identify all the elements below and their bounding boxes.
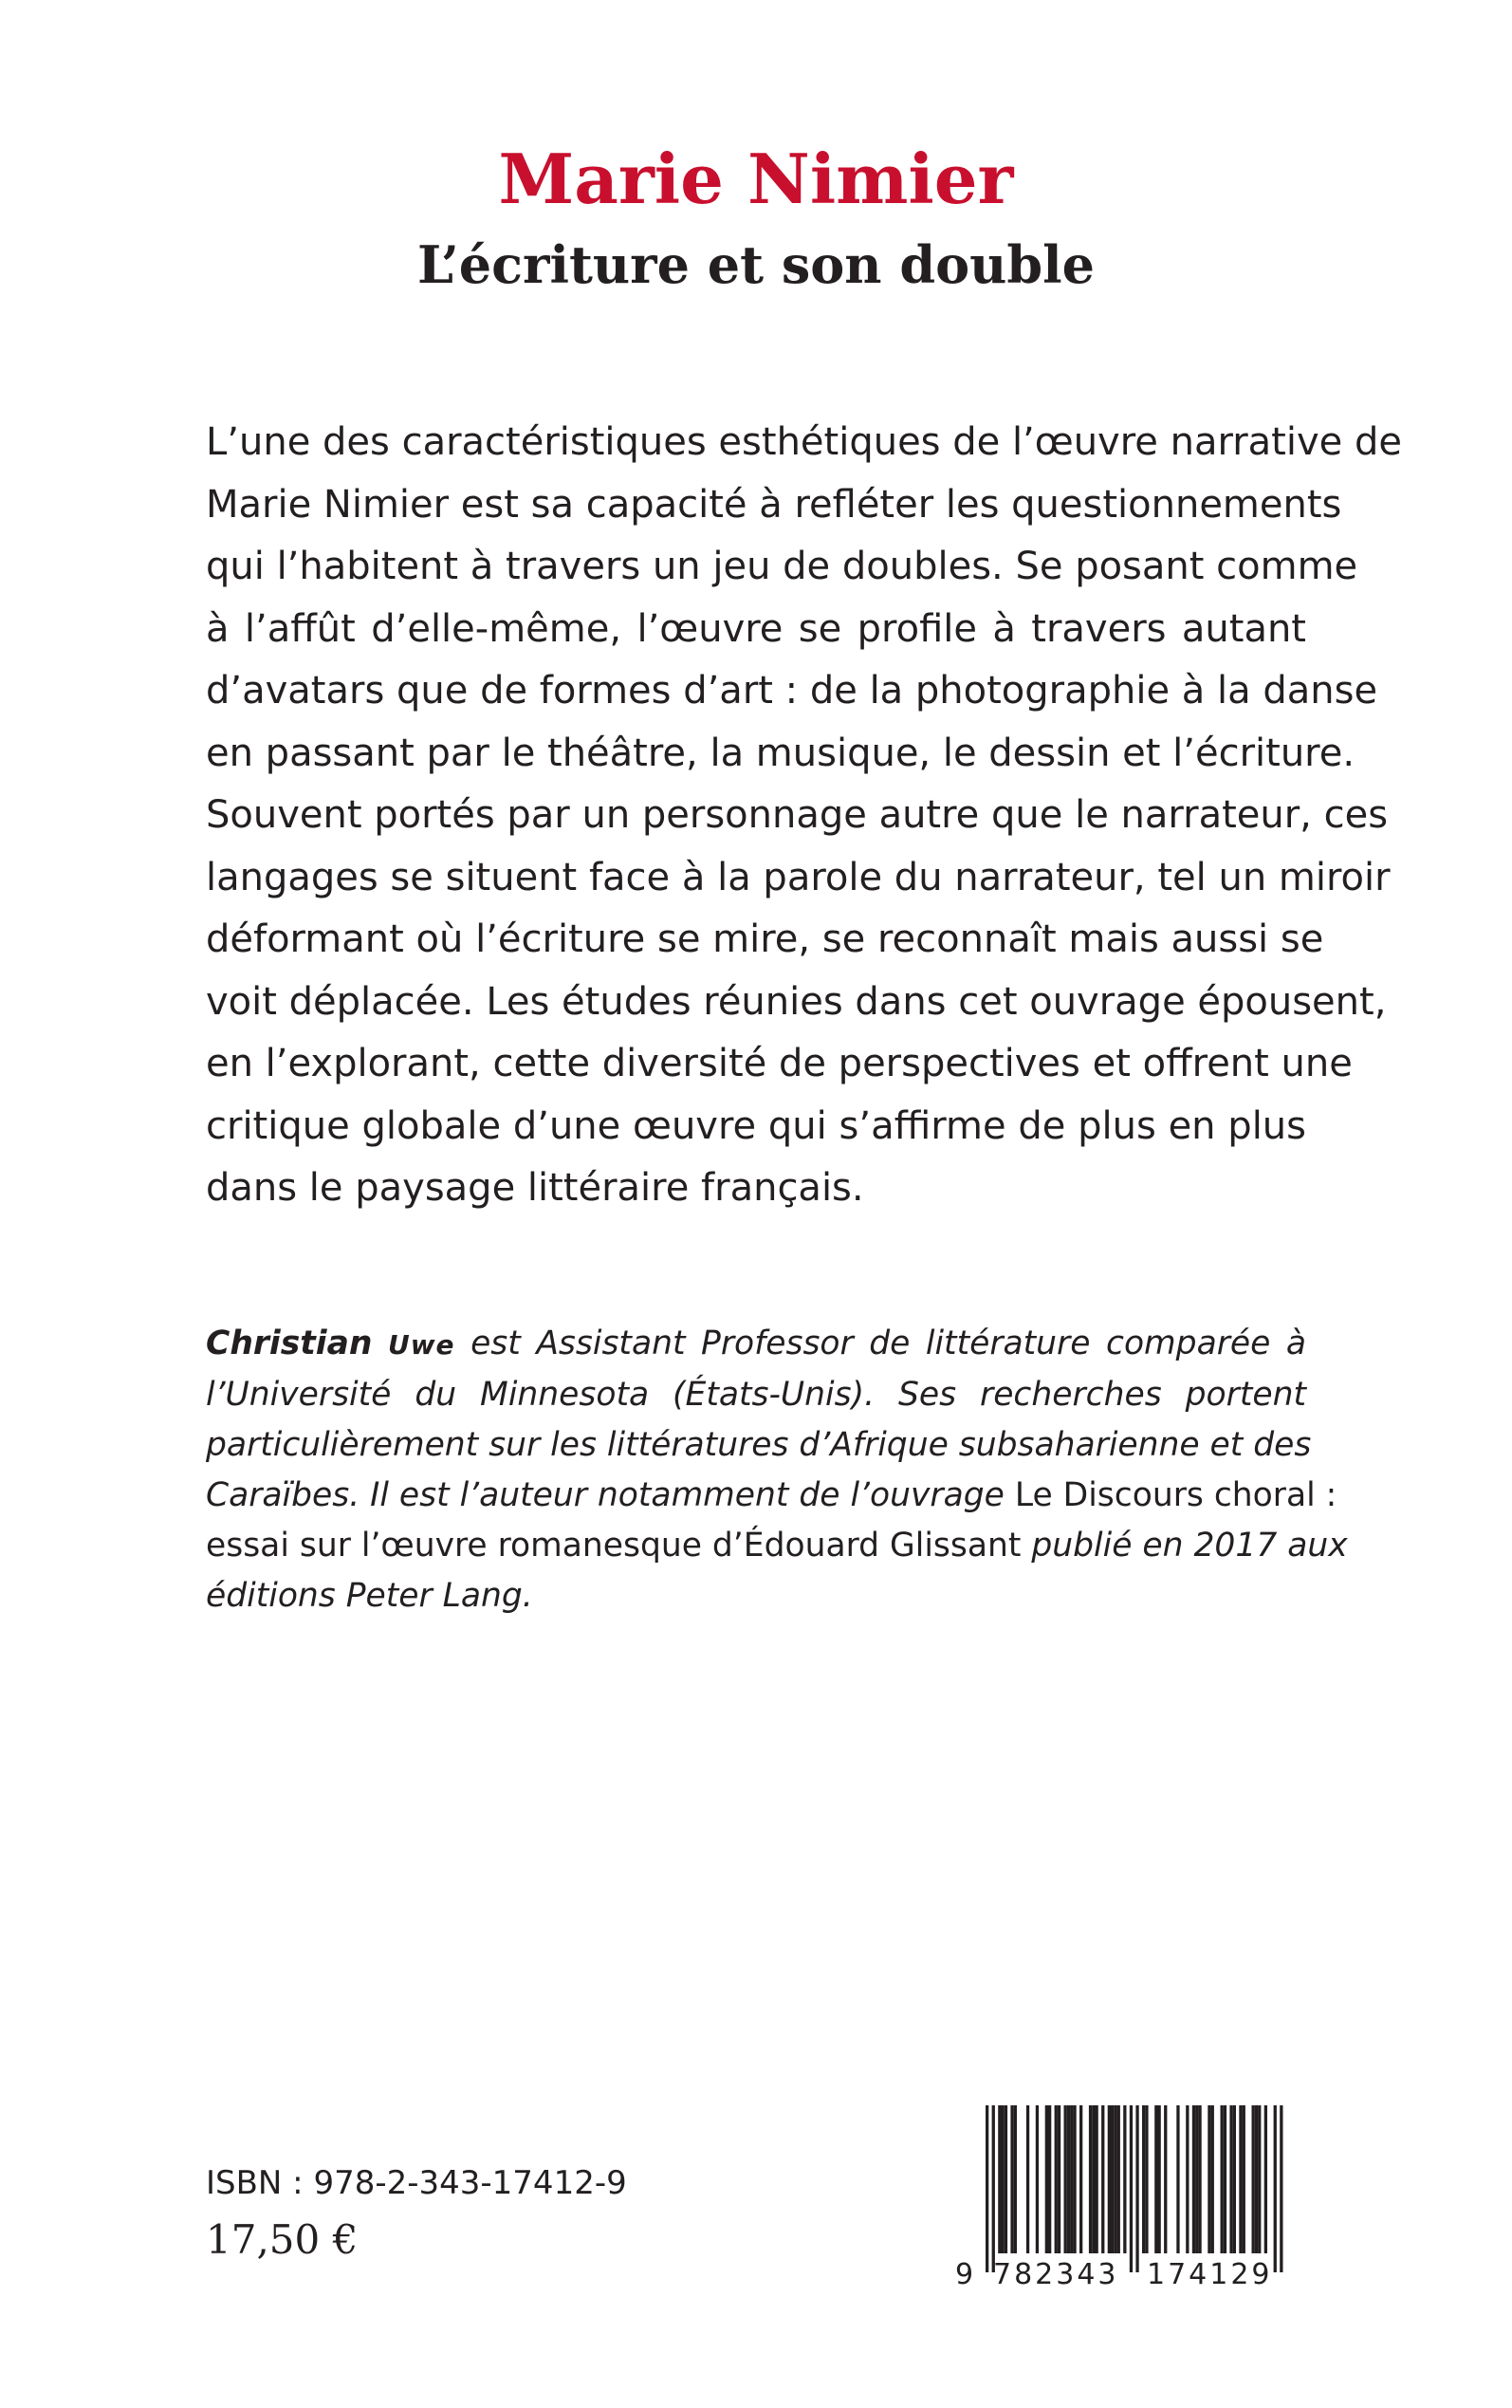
barcode-bar — [1055, 2105, 1058, 2253]
barcode-bar — [1176, 2105, 1179, 2253]
barcode-bar — [1067, 2105, 1070, 2253]
book-title-reference: essai sur l’œuvre romanesque d’Édouard Glissant — [206, 1527, 1022, 1565]
summary-line: langages se situent face à la parole du narrateur, tel un miroir — [206, 855, 1391, 899]
barcode-bar — [1101, 2105, 1104, 2253]
author-first-name: Christian — [206, 1324, 373, 1362]
summary-paragraph — [206, 412, 1402, 1220]
bio-text: publié en 2017 aux — [1021, 1527, 1348, 1565]
barcode-bar — [1252, 2105, 1255, 2253]
barcode-bar — [1280, 2105, 1282, 2272]
barcode-bar — [1243, 2105, 1245, 2253]
summary-line: à l’affût d’elle-même, l’œuvre se profile à travers autant — [206, 606, 1306, 651]
barcode-bar — [1211, 2105, 1214, 2253]
barcode-bar — [1002, 2105, 1005, 2253]
barcode-bar — [1058, 2105, 1060, 2253]
summary-line: critique globale d’une œuvre qui s’affirme de plus en plus — [206, 1103, 1306, 1148]
barcode-bar — [1036, 2105, 1039, 2253]
summary-line: d’avatars que de formes d’art : de la photographie à la danse — [206, 669, 1378, 713]
barcode-bar — [1198, 2105, 1201, 2253]
bio-line: particulièrement sur les littératures d’Afrique subsaharienne et des — [206, 1426, 1312, 1464]
summary-line: L’une des caractéristiques esthétiques de l’œuvre narrative de — [206, 420, 1402, 464]
barcode-bar — [992, 2105, 995, 2272]
barcode-bar — [986, 2105, 988, 2272]
barcode-bar — [1158, 2105, 1161, 2253]
summary-line: Souvent portés par un personnage autre que le narrateur, ces — [206, 793, 1389, 837]
barcode-bar — [1010, 2105, 1013, 2253]
barcode-bar — [998, 2105, 1001, 2253]
author-bio — [206, 1319, 1348, 1621]
barcode-bar — [1026, 2105, 1029, 2253]
barcode-bar — [1073, 2105, 1076, 2253]
price-label: 17,50 € — [206, 2216, 359, 2263]
barcode-bar — [1070, 2105, 1073, 2253]
barcode-bar — [1208, 2105, 1210, 2253]
barcode-bar — [1142, 2105, 1145, 2253]
barcode-bar — [1233, 2105, 1236, 2253]
barcode-bar — [1092, 2105, 1095, 2253]
barcode — [953, 2102, 1314, 2291]
bio-text: est Assistant Professor de littérature comparée à — [454, 1324, 1307, 1362]
barcode-bar — [1154, 2105, 1157, 2253]
summary-line: Marie Nimier est sa capacité à refléter les questionnements — [206, 482, 1342, 527]
isbn-label: ISBN : 978-2-343-17412-9 — [206, 2164, 627, 2202]
barcode-bar — [1145, 2105, 1148, 2253]
barcode-bar — [1195, 2105, 1198, 2253]
barcode-bar — [1258, 2105, 1261, 2253]
barcode-digit-group: 174129 — [1147, 2258, 1273, 2291]
barcode-bar — [1224, 2105, 1226, 2253]
barcode-digit-group: 782343 — [993, 2258, 1119, 2291]
bio-line — [206, 1471, 1337, 1521]
barcode-graphic — [953, 2102, 1314, 2291]
book-title-reference: Le Discours choral : — [1004, 1476, 1337, 1514]
barcode-bar — [1130, 2105, 1133, 2272]
barcode-bar — [1192, 2105, 1195, 2253]
barcode-bar — [1135, 2105, 1138, 2272]
summary-line: dans le paysage littéraire français. — [206, 1166, 864, 1210]
summary-line: en l’explorant, cette diversité de perspectives et offrent une — [206, 1042, 1353, 1085]
barcode-bar — [1064, 2105, 1067, 2253]
summary-line: en passant par le théâtre, la musique, le dessin et l’écriture. — [206, 731, 1355, 775]
barcode-bar — [1164, 2105, 1167, 2253]
barcode-bar — [1096, 2105, 1098, 2253]
barcode-bar — [1108, 2105, 1111, 2253]
book-title: Marie Nimier — [498, 139, 1014, 219]
barcode-bar — [1048, 2105, 1051, 2253]
bio-line — [206, 1521, 1348, 1571]
author-last-name: Uwe — [387, 1329, 455, 1361]
barcode-bar — [1123, 2105, 1126, 2253]
barcode-bar — [1186, 2105, 1189, 2253]
barcode-bar — [1045, 2105, 1048, 2253]
barcode-bar — [1005, 2105, 1007, 2253]
barcode-bar — [1014, 2105, 1017, 2253]
summary-line: déformant où l’écriture se mire, se reconnaît mais aussi se — [206, 917, 1324, 961]
barcode-bar — [1264, 2105, 1267, 2253]
summary-line: qui l’habitent à travers un jeu de doubles. Se posant comme — [206, 545, 1358, 588]
barcode-bar — [1229, 2105, 1232, 2253]
barcode-bar — [1239, 2105, 1242, 2253]
bio-line: éditions Peter Lang. — [206, 1577, 533, 1615]
barcode-bar — [1117, 2105, 1120, 2253]
barcode-bar — [1221, 2105, 1224, 2253]
bio-line — [206, 1319, 1306, 1370]
book-subtitle: L’écriture et son double — [416, 234, 1096, 295]
barcode-bars — [986, 2105, 1283, 2272]
summary-line: voit déplacée. Les études réunies dans cet ouvrage épousent, — [206, 979, 1387, 1024]
barcode-bar — [1114, 2105, 1116, 2253]
barcode-bar — [1274, 2105, 1277, 2272]
barcode-bar — [1255, 2105, 1258, 2253]
barcode-digit: 9 — [955, 2258, 974, 2291]
barcode-bar — [1111, 2105, 1114, 2253]
barcode-bar — [1089, 2105, 1092, 2253]
bio-line: l’Université du Minnesota (États-Unis). Ses recherches portent — [206, 1376, 1306, 1414]
barcode-bar — [1079, 2105, 1082, 2253]
bio-text: Caraïbes. Il est l’auteur notamment de l’ouvrage — [206, 1476, 1005, 1514]
